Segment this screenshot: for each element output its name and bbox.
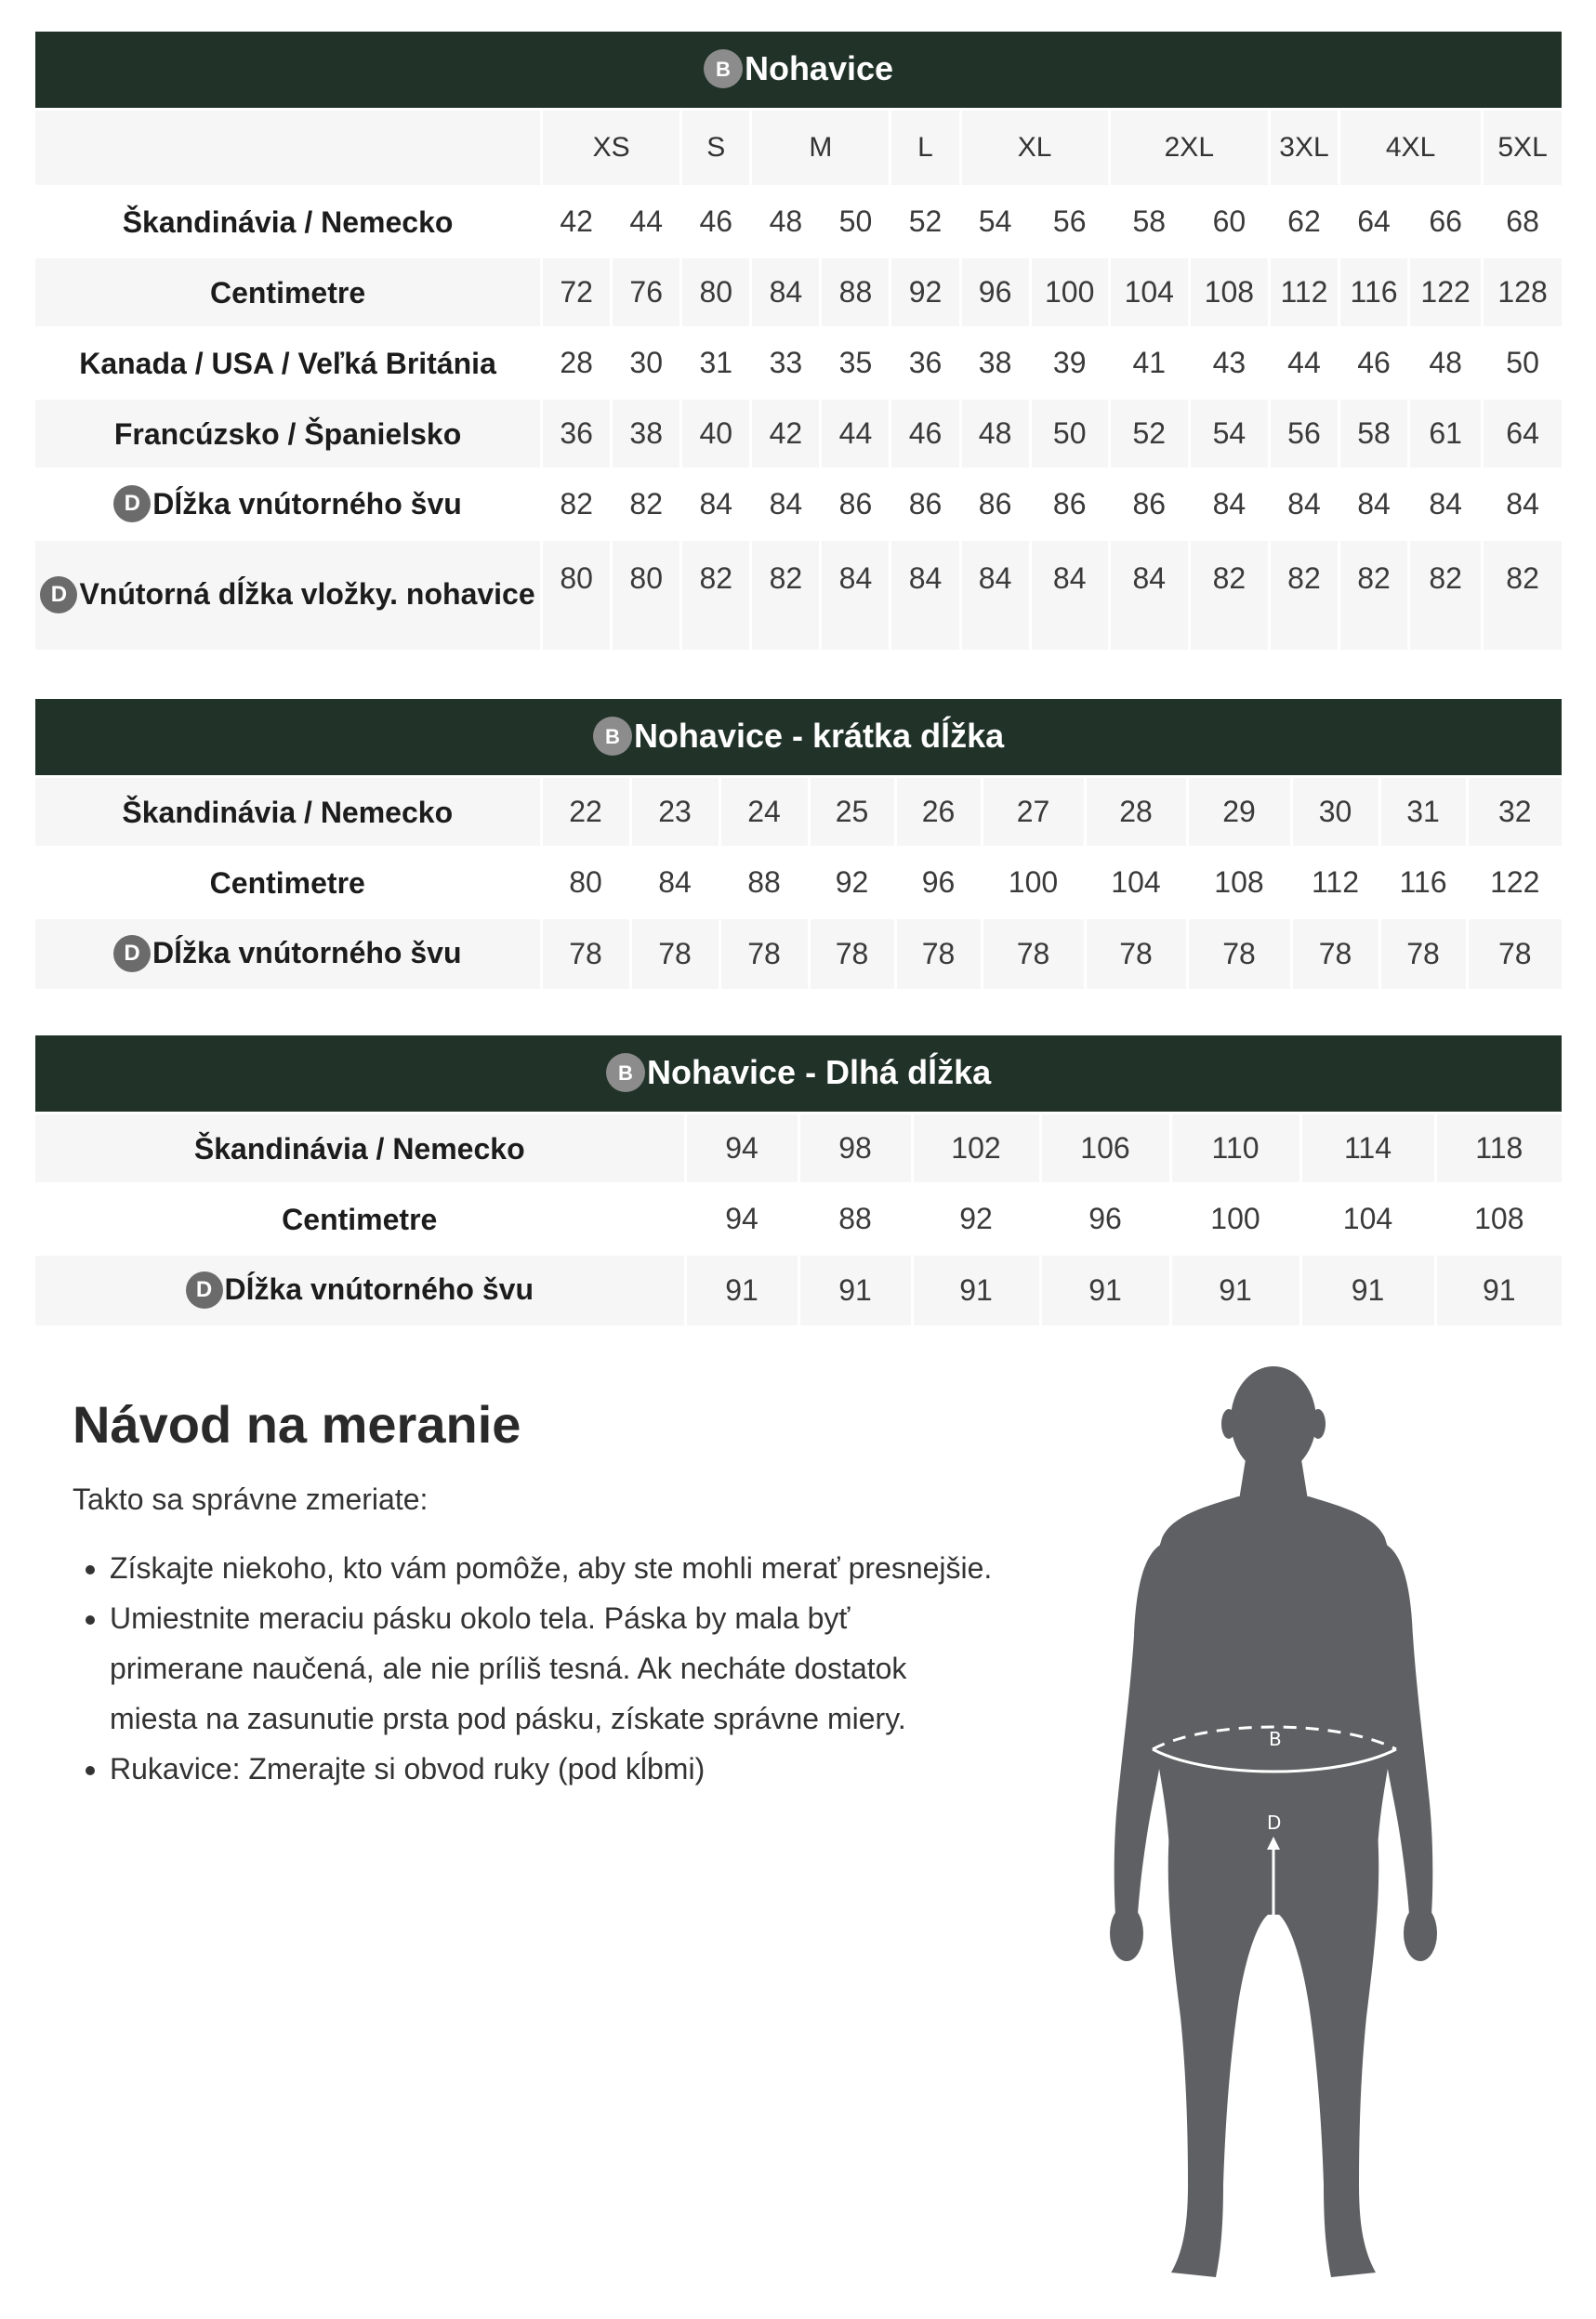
table-title-text: Nohavice - Dlhá dĺžka [647, 1052, 992, 1091]
table-cell: 28 [542, 328, 612, 399]
table-cell: 118 [1435, 1113, 1562, 1184]
table-cell: 116 [1379, 848, 1467, 918]
table-cell: 36 [542, 399, 612, 469]
row-label [35, 848, 541, 918]
measuring-guide [73, 1394, 1058, 1794]
size-header-cell: 5XL [1483, 110, 1562, 187]
table-cell: 86 [890, 469, 960, 540]
table-row [35, 777, 1562, 848]
table-cell: 61 [1409, 399, 1483, 469]
table-cell: 86 [1030, 469, 1109, 540]
table-cell: 24 [719, 777, 809, 848]
table-cell: 43 [1189, 328, 1269, 399]
table-cell: 91 [1170, 1255, 1300, 1325]
table-row [35, 469, 1562, 540]
row-label-text: Vnútorná dĺžka vložky. nohavice [79, 577, 535, 612]
table-cell: 104 [1109, 257, 1189, 328]
row-label [35, 469, 542, 540]
table-cell: 46 [681, 187, 751, 257]
table-cell: 62 [1269, 187, 1339, 257]
table-cell: 91 [1435, 1255, 1562, 1325]
table-cell: 39 [1030, 328, 1109, 399]
table-cell: 64 [1483, 399, 1562, 469]
size-table-trousers-long [35, 1035, 1562, 1325]
table-cell: 78 [895, 918, 982, 989]
row-label [35, 328, 542, 399]
table-cell: 80 [542, 540, 612, 650]
table-cell: 96 [895, 848, 982, 918]
table-cell: 78 [1085, 918, 1187, 989]
table-cell: 128 [1483, 257, 1562, 328]
table-cell: 66 [1409, 187, 1483, 257]
table-cell: 104 [1085, 848, 1187, 918]
table-cell: 82 [1189, 540, 1269, 650]
row-label [35, 187, 542, 257]
table-cell: 29 [1187, 777, 1291, 848]
table-cell: 80 [681, 257, 751, 328]
table-cell: 91 [1300, 1255, 1435, 1325]
table-cell: 31 [1379, 777, 1467, 848]
table-cell: 114 [1300, 1113, 1435, 1184]
table-cell: 84 [681, 469, 751, 540]
table-cell: 84 [960, 540, 1030, 650]
guide-heading: Návod na meranie [73, 1395, 521, 1454]
badge-d-icon: D [186, 1271, 223, 1309]
table-cell: 84 [751, 257, 821, 328]
table-cell: 52 [1109, 399, 1189, 469]
table-cell: 46 [1339, 328, 1409, 399]
table-cell: 44 [1269, 328, 1339, 399]
table-cell: 84 [1030, 540, 1109, 650]
badge-d-icon: D [40, 576, 77, 613]
row-label [35, 1113, 685, 1184]
size-header-cell: M [751, 110, 890, 187]
table-cell: 31 [681, 328, 751, 399]
table-cell: 40 [681, 399, 751, 469]
table-cell: 84 [1109, 540, 1189, 650]
table-cell: 84 [751, 469, 821, 540]
row-label [35, 918, 541, 989]
table-cell: 33 [751, 328, 821, 399]
table-cell: 84 [1189, 469, 1269, 540]
badge-d-icon: D [113, 935, 151, 972]
table-cell: 78 [719, 918, 809, 989]
table-row [35, 918, 1562, 989]
table-cell: 30 [612, 328, 681, 399]
table-cell: 28 [1085, 777, 1187, 848]
table-title-text: Nohavice - krátka dĺžka [633, 716, 1005, 755]
size-header-cell: XL [960, 110, 1109, 187]
row-label-text: Dĺžka vnútorného švu [152, 486, 462, 520]
table-cell: 35 [821, 328, 890, 399]
table-cell: 80 [612, 540, 681, 650]
table-title [35, 32, 1562, 110]
guide-list [73, 1543, 1058, 1794]
table-cell: 78 [982, 918, 1085, 989]
table-cell: 82 [612, 469, 681, 540]
row-label-text: Dĺžka vnútorného švu [152, 936, 462, 970]
size-header-cell: XS [542, 110, 681, 187]
table-title-row [35, 32, 1562, 110]
table-cell: 86 [1109, 469, 1189, 540]
row-label-text: Škandinávia / Nemecko [122, 204, 454, 239]
table-cell: 84 [1483, 469, 1562, 540]
row-label-text: Centimetre [209, 865, 365, 900]
table-cell: 84 [1269, 469, 1339, 540]
table-cell: 78 [630, 918, 719, 989]
table-cell: 58 [1339, 399, 1409, 469]
table-title [35, 1035, 1562, 1113]
row-label-text: Kanada / USA / Veľká Británia [79, 346, 496, 380]
badge-b-icon: B [704, 49, 743, 88]
size-header-cell: L [890, 110, 960, 187]
badge-d-icon: D [113, 485, 151, 522]
table-cell: 116 [1339, 257, 1409, 328]
table-cell: 30 [1291, 777, 1379, 848]
table-cell: 112 [1291, 848, 1379, 918]
table-cell: 82 [751, 540, 821, 650]
table-cell: 108 [1189, 257, 1269, 328]
table-row [35, 540, 1562, 650]
table-cell: 78 [1379, 918, 1467, 989]
table-cell: 64 [1339, 187, 1409, 257]
table-cell: 91 [798, 1255, 912, 1325]
waist-label: B [1269, 1728, 1282, 1750]
table-cell: 54 [1189, 399, 1269, 469]
table-cell: 44 [612, 187, 681, 257]
badge-b-icon: B [593, 717, 632, 756]
table-cell: 38 [960, 328, 1030, 399]
table-cell: 78 [1187, 918, 1291, 989]
size-header-cell: 3XL [1269, 110, 1339, 187]
table-cell: 94 [685, 1113, 798, 1184]
table-row [35, 1255, 1562, 1325]
size-table-trousers-short [35, 699, 1562, 989]
table-cell: 91 [912, 1255, 1040, 1325]
table-cell: 108 [1435, 1184, 1562, 1255]
table-cell: 72 [542, 257, 612, 328]
table-cell: 91 [1040, 1255, 1170, 1325]
table-title-row [35, 1035, 1562, 1113]
table-cell: 48 [1409, 328, 1483, 399]
table-cell: 122 [1467, 848, 1562, 918]
size-header-cell: 4XL [1339, 110, 1483, 187]
table-cell: 122 [1409, 257, 1483, 328]
table-cell: 104 [1300, 1184, 1435, 1255]
guide-intro: Takto sa správne zmeriate: [73, 1482, 429, 1516]
table-cell: 82 [1409, 540, 1483, 650]
row-label-text: Škandinávia / Nemecko [193, 1131, 525, 1166]
size-header-row [35, 110, 1562, 187]
table-cell: 26 [895, 777, 982, 848]
size-header-cell: 2XL [1109, 110, 1269, 187]
badge-b-icon: B [606, 1053, 645, 1092]
table-cell: 84 [890, 540, 960, 650]
guide-item: • Získajte niekoho, kto vám pomôže, aby ste mohli merať presnejšie. [110, 1543, 1058, 1593]
table-cell: 92 [809, 848, 895, 918]
table-cell: 50 [1483, 328, 1562, 399]
table-cell: 92 [912, 1184, 1040, 1255]
body-measurement-figure [1097, 1366, 1450, 2286]
table-cell: 27 [982, 777, 1085, 848]
table-cell: 84 [1339, 469, 1409, 540]
row-label-text: Centimetre [282, 1202, 438, 1236]
table-cell: 82 [542, 469, 612, 540]
table-cell: 78 [809, 918, 895, 989]
table-cell: 96 [960, 257, 1030, 328]
table-cell: 42 [542, 187, 612, 257]
table-cell: 110 [1170, 1113, 1300, 1184]
table-cell: 32 [1467, 777, 1562, 848]
row-label-text: Francúzsko / Španielsko [113, 416, 462, 451]
table-cell: 94 [685, 1184, 798, 1255]
table-cell: 82 [1269, 540, 1339, 650]
table-cell: 42 [751, 399, 821, 469]
row-label [35, 540, 542, 650]
table-cell: 36 [890, 328, 960, 399]
table-cell: 98 [798, 1113, 912, 1184]
table-cell: 96 [1040, 1184, 1170, 1255]
guide-item: • Rukavice: Zmerajte si obvod ruky (pod kĺbmi) [110, 1744, 1058, 1794]
row-label-text: Škandinávia / Nemecko [122, 795, 454, 829]
table-cell: 44 [821, 399, 890, 469]
table-cell: 86 [821, 469, 890, 540]
table-cell: 41 [1109, 328, 1189, 399]
row-label [35, 777, 541, 848]
table-cell: 78 [1467, 918, 1562, 989]
table-cell: 82 [1339, 540, 1409, 650]
table-cell: 54 [960, 187, 1030, 257]
table-cell: 48 [960, 399, 1030, 469]
table-row [35, 257, 1562, 328]
table-title-row [35, 699, 1562, 777]
row-label-text: Centimetre [209, 275, 366, 310]
table-cell: 88 [798, 1184, 912, 1255]
table-cell: 56 [1269, 399, 1339, 469]
table-cell: 91 [685, 1255, 798, 1325]
table-cell: 50 [1030, 399, 1109, 469]
table-cell: 92 [890, 257, 960, 328]
table-cell: 22 [541, 777, 630, 848]
table-cell: 108 [1187, 848, 1291, 918]
table-cell: 68 [1483, 187, 1562, 257]
table-row [35, 187, 1562, 257]
table-title-text: Nohavice [744, 48, 894, 87]
table-cell: 46 [890, 399, 960, 469]
table-cell: 84 [630, 848, 719, 918]
table-cell: 56 [1030, 187, 1109, 257]
table-cell: 80 [541, 848, 630, 918]
table-title [35, 699, 1562, 777]
table-cell: 38 [612, 399, 681, 469]
guide-item: • Umiestnite meraciu pásku okolo tela. Páska by mala byť primerane naučená, ale nie príliš tesná. Ak necháte dostatok miesta na zasunutie prsta pod pásku, získate správne miery. [110, 1593, 974, 1744]
row-label-text: Dĺžka vnútorného švu [224, 1272, 534, 1307]
table-cell: 84 [1409, 469, 1483, 540]
table-cell: 88 [719, 848, 809, 918]
table-cell: 52 [890, 187, 960, 257]
table-cell: 76 [612, 257, 681, 328]
table-cell: 82 [1483, 540, 1562, 650]
size-table-trousers [35, 32, 1562, 650]
row-label [35, 1184, 685, 1255]
table-cell: 48 [751, 187, 821, 257]
table-cell: 82 [681, 540, 751, 650]
table-row [35, 328, 1562, 399]
inseam-label: D [1267, 1812, 1282, 1834]
table-row [35, 399, 1562, 469]
table-cell: 102 [912, 1113, 1040, 1184]
table-cell: 106 [1040, 1113, 1170, 1184]
table-cell: 58 [1109, 187, 1189, 257]
size-header-cell: S [681, 110, 751, 187]
table-cell: 84 [821, 540, 890, 650]
row-label [35, 257, 542, 328]
table-cell: 100 [982, 848, 1085, 918]
table-cell: 25 [809, 777, 895, 848]
table-cell: 78 [1291, 918, 1379, 989]
table-cell: 23 [630, 777, 719, 848]
row-label [35, 399, 542, 469]
table-cell: 100 [1030, 257, 1109, 328]
table-row [35, 848, 1562, 918]
size-header-empty [35, 110, 542, 187]
table-cell: 100 [1170, 1184, 1300, 1255]
table-row [35, 1113, 1562, 1184]
table-cell: 88 [821, 257, 890, 328]
table-cell: 86 [960, 469, 1030, 540]
table-cell: 50 [821, 187, 890, 257]
table-cell: 60 [1189, 187, 1269, 257]
table-row [35, 1184, 1562, 1255]
table-cell: 112 [1269, 257, 1339, 328]
table-cell: 78 [541, 918, 630, 989]
row-label [35, 1255, 685, 1325]
